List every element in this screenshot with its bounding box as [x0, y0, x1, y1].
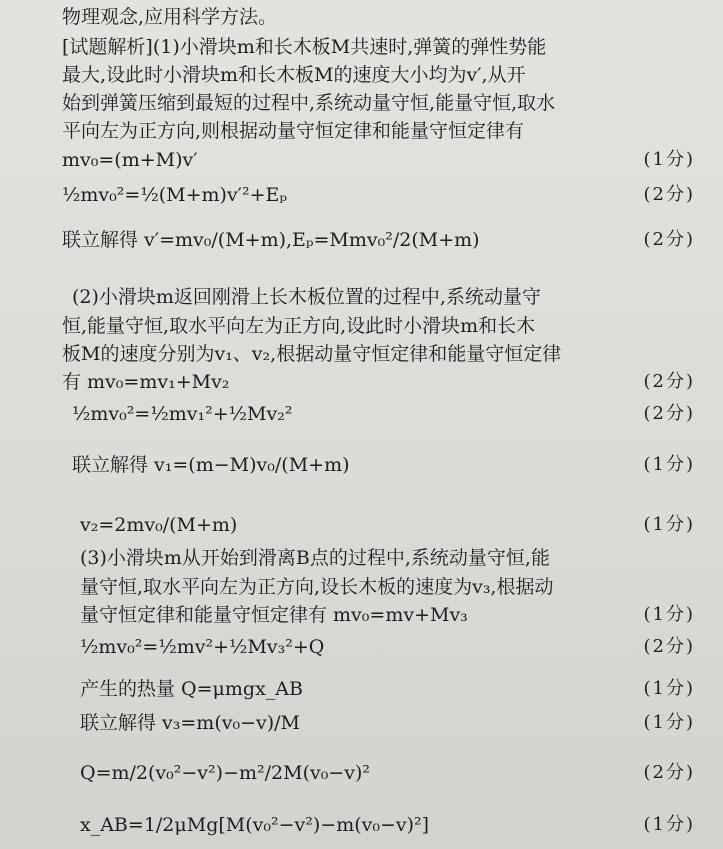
- line-text: 量守恒,取水平向左为正方向,设长木板的速度为v₃,根据动: [80, 576, 554, 598]
- text-line: [0, 508, 723, 542]
- line-text: 有 mv₀=mv₁+Mv₂: [62, 371, 230, 393]
- line-text: mv₀=(m+M)v′: [62, 149, 198, 171]
- score-label: (2分): [643, 229, 695, 250]
- score-label: (2分): [643, 636, 695, 657]
- score-label: (1分): [643, 514, 695, 535]
- line-text: 恒,能量守恒,取水平向左为正方向,设此时小滑块m和长木: [62, 315, 536, 337]
- line-text: Q=m/2(v₀²−v²)−m²/2M(v₀−v)²: [80, 762, 371, 784]
- line-text: [试题解析](1)小滑块m和长木板M共速时,弹簧的弹性势能: [62, 36, 547, 58]
- line-text: 量守恒定律和能量守恒定律有 mv₀=mv+Mv₃: [80, 604, 468, 626]
- line-text: 联立解得 v₃=m(v₀−v)/M: [80, 712, 301, 734]
- score-label: (1分): [643, 454, 695, 475]
- text-line: [0, 808, 723, 842]
- line-text: 始到弹簧压缩到最短的过程中,系统动量守恒,能量守恒,取水: [62, 92, 556, 114]
- text-line: [0, 672, 723, 706]
- text-line: [0, 178, 723, 212]
- text-line: [0, 756, 723, 790]
- score-label: (1分): [643, 604, 695, 625]
- line-text: 板M的速度分别为v₁、v₂,根据动量守恒定律和能量守恒定律: [62, 343, 562, 365]
- line-text: 联立解得 v₁=(m−M)v₀/(M+m): [72, 454, 350, 476]
- text-line: [0, 630, 723, 664]
- score-label: (2分): [643, 371, 695, 392]
- text-line: [0, 397, 723, 431]
- line-text: ½mv₀²=½mv²+½Mv₃²+Q: [80, 636, 325, 658]
- line-text: 平向左为正方向,则根据动量守恒定律和能量守恒定律有: [62, 120, 525, 142]
- line-text: 最大,设此时小滑块m和长木板M的速度大小均为v′,从开: [62, 64, 526, 86]
- line-text: (3)小滑块m从开始到滑离B点的过程中,系统动量守恒,能: [80, 547, 550, 569]
- text-line: [0, 448, 723, 482]
- line-text: 联立解得 v′=mv₀/(M+m),Eₚ=Mmv₀²/2(M+m): [62, 229, 480, 251]
- score-label: (1分): [643, 814, 695, 835]
- text-line: [0, 143, 723, 177]
- line-text: 物理观念,应用科学方法。: [62, 6, 278, 28]
- text-line: [0, 0, 723, 34]
- text-line: [0, 365, 723, 399]
- text-line: [0, 706, 723, 740]
- score-label: (2分): [643, 184, 695, 205]
- score-label: (2分): [643, 403, 695, 424]
- score-label: (1分): [643, 712, 695, 733]
- score-label: (2分): [643, 762, 695, 783]
- score-label: (1分): [643, 678, 695, 699]
- line-text: (2)小滑块m返回刚滑上长木板位置的过程中,系统动量守: [72, 286, 541, 308]
- line-text: ½mv₀²=½mv₁²+½Mv₂²: [72, 403, 293, 425]
- line-text: ½mv₀²=½(M+m)v′²+Eₚ: [62, 184, 288, 206]
- text-line: [0, 598, 723, 632]
- line-text: x_AB=1/2μMg[M(v₀²−v²)−m(v₀−v)²]: [80, 814, 430, 836]
- score-label: (1分): [643, 149, 695, 170]
- line-text: v₂=2mv₀/(M+m): [80, 514, 238, 536]
- text-line: [0, 223, 723, 257]
- line-text: 产生的热量 Q=μmgx_AB: [80, 678, 303, 700]
